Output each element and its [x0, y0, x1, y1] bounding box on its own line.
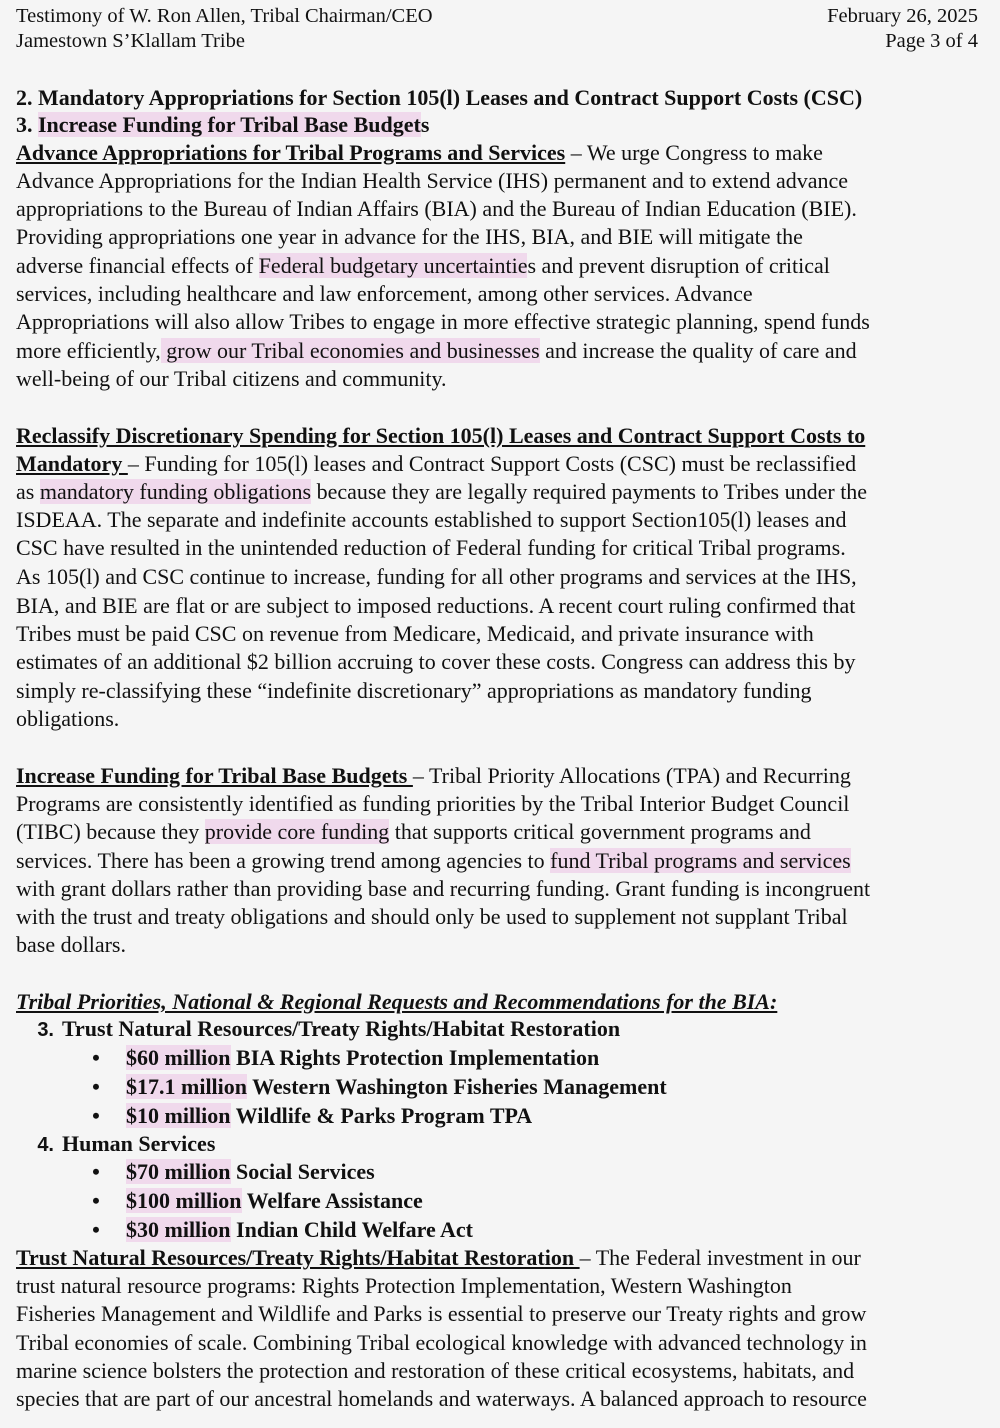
reclassify-line — [16, 450, 980, 478]
base-heading: Increase Funding for Tribal Base Budgets — [16, 763, 413, 788]
base-line: with the trust and treaty obligations and should only be used to supplement not supplant Tribal — [16, 904, 848, 929]
list-number: 3. — [37, 1019, 54, 1041]
bullet-icon: • — [92, 1074, 100, 1099]
reclassify-heading-cont: Mandatory — [16, 451, 128, 476]
trust-line: species that are part of our ancestral homelands and waterways. A balanced approach to resource — [16, 1386, 867, 1411]
header-right — [827, 4, 978, 54]
advance-heading: Advance Appropriations for Tribal Programs and Services — [16, 140, 566, 165]
highlight: mandatory funding obligations — [39, 479, 312, 504]
text: as — [16, 479, 40, 504]
list-item — [16, 1187, 980, 1215]
advance-line: well-being of our Tribal citizens and community. — [16, 366, 447, 391]
item-label: BIA Rights Protection Implementation — [230, 1045, 600, 1070]
advance-line: appropriations to the Bureau of Indian Affairs (BIA) and the Bureau of Indian Education (BIE). — [16, 196, 857, 221]
advance-line: Appropriations will also allow Tribes to engage in more effective strategic planning, spend funds — [16, 309, 870, 334]
trust-line: marine science bolsters the protection and restoration of these critical ecosystems, habitats, and — [16, 1358, 855, 1383]
trust-line — [16, 1244, 980, 1272]
highlight: grow our Tribal economies and businesses — [160, 338, 540, 363]
priority-group-4 — [16, 1130, 980, 1159]
text: and increase the quality of care and — [539, 338, 857, 363]
bullet-icon: • — [92, 1045, 100, 1070]
item-label: Indian Child Welfare Act — [230, 1217, 473, 1242]
reclassify-line: Tribes must be paid CSC on revenue from Medicare, Medicaid, and private insurance with — [16, 621, 814, 646]
header-tribe: Jamestown S’Klallam Tribe — [16, 30, 245, 52]
highlight: Federal budgetary uncertaintie — [258, 253, 528, 278]
advance-line: Providing appropriations one year in advance for the IHS, BIA, and BIE will mitigate the — [16, 224, 803, 249]
amount-highlight: $60 million — [126, 1045, 231, 1070]
bullet-icon: • — [92, 1103, 100, 1128]
item-label: Wildlife & Parks Program TPA — [230, 1103, 533, 1128]
trust-heading: Trust Natural Resources/Treaty Rights/Habitat Restoration — [16, 1245, 580, 1270]
base-line — [16, 762, 980, 790]
trust-line: Fisheries Management and Wildlife and Parks is essential to preserve our Treaty rights and grow — [16, 1301, 867, 1326]
priority-group-3 — [16, 1015, 980, 1044]
highlight: fund Tribal programs and services — [550, 848, 851, 873]
advance-line — [16, 337, 980, 365]
text: services. There has been a growing trend among agencies to — [16, 848, 551, 873]
base-line: with grant dollars rather than providing base and recurring funding. Grant funding is incongruent — [16, 876, 871, 901]
intro-item-2: 2. Mandatory Appropriations for Section 105(l) Leases and Contract Support Costs (CSC) — [16, 85, 863, 110]
priority-group-title: Trust Natural Resources/Treaty Rights/Habitat Restoration — [62, 1016, 621, 1041]
base-line — [16, 818, 980, 846]
text: – The Federal investment in our — [579, 1245, 861, 1270]
trust-line: trust natural resource programs: Rights Protection Implementation, Western Washington — [16, 1273, 792, 1298]
highlight: Increase Funding for Tribal Base Budget — [38, 112, 421, 137]
list-item — [16, 1158, 980, 1186]
trust-line: Tribal economies of scale. Combining Tribal ecological knowledge with advanced technology in — [16, 1330, 867, 1355]
header-date: February 26, 2025 — [827, 5, 978, 27]
amount-highlight: $17.1 million — [126, 1074, 248, 1099]
text: that supports critical government programs and — [389, 819, 811, 844]
amount-highlight: $30 million — [126, 1217, 231, 1242]
item-label: Welfare Assistance — [241, 1188, 423, 1213]
intro-item-3-number: 3. — [16, 112, 38, 137]
text: – Funding for 105(l) leases and Contract Support Costs (CSC) must be reclassified — [127, 451, 857, 476]
priorities-heading: Tribal Priorities, National & Regional Requests and Recommendations for the BIA: — [16, 989, 778, 1014]
advance-line: Advance Appropriations for the Indian Health Service (IHS) permanent and to extend advance — [16, 168, 849, 193]
base-line — [16, 847, 980, 875]
base-line: base dollars. — [16, 932, 126, 957]
bullet-icon: • — [92, 1217, 100, 1242]
amount-highlight: $70 million — [126, 1159, 231, 1184]
header-page-number: Page 3 of 4 — [885, 30, 978, 52]
text: adverse financial effects of — [16, 253, 259, 278]
text: because they are legally required payments to Tribes under the — [311, 479, 868, 504]
reclassify-line: estimates of an additional $2 billion accruing to cover these costs. Congress can address this by — [16, 649, 856, 674]
text: – We urge Congress to make — [565, 140, 823, 165]
reclassify-line: As 105(l) and CSC continue to increase, funding for all other programs and services at the IHS, — [16, 564, 857, 589]
priority-group-title: Human Services — [62, 1131, 216, 1156]
reclassify-line: ISDEAA. The separate and indefinite accounts established to support Section105(l) leases and — [16, 507, 847, 532]
reclassify-line — [16, 478, 980, 506]
text: more efficiently, — [16, 338, 161, 363]
bullet-icon: • — [92, 1159, 100, 1184]
reclassify-line: obligations. — [16, 706, 120, 731]
item-label: Social Services — [230, 1159, 375, 1184]
list-number: 4. — [37, 1134, 54, 1156]
list-item — [16, 1044, 980, 1072]
advance-line: services, including healthcare and law enforcement, among other services. Advance — [16, 281, 753, 306]
text: s and prevent disruption of critical — [527, 253, 830, 278]
bullet-icon: • — [92, 1188, 100, 1213]
advance-line — [16, 252, 980, 280]
header-left — [16, 4, 433, 54]
reclassify-line: simply re-classifying these “indefinite discretionary” appropriations as mandatory funding — [16, 678, 812, 703]
list-item — [16, 1073, 980, 1101]
base-line: Programs are consistently identified as funding priorities by the Tribal Interior Budget Council — [16, 791, 850, 816]
advance-line — [16, 139, 980, 167]
reclassify-line: BIA, and BIE are flat or are subject to imposed reductions. A recent court ruling confirmed that — [16, 593, 856, 618]
reclassify-line: CSC have resulted in the unintended reduction of Federal funding for critical Tribal programs. — [16, 535, 846, 560]
list-item — [16, 1216, 980, 1244]
text: (TIBC) because they — [16, 819, 205, 844]
intro-item-3-tail: s — [420, 112, 430, 137]
item-label: Western Washington Fisheries Management — [247, 1074, 667, 1099]
amount-highlight: $10 million — [126, 1103, 231, 1128]
intro-item-3 — [16, 111, 980, 139]
amount-highlight: $100 million — [126, 1188, 242, 1213]
text: – Tribal Priority Allocations (TPA) and Recurring — [412, 763, 851, 788]
list-item — [16, 1102, 980, 1130]
reclassify-heading: Reclassify Discretionary Spending for Section 105(l) Leases and Contract Support Costs to — [16, 423, 866, 448]
highlight: provide core funding — [204, 819, 390, 844]
header-testimony: Testimony of W. Ron Allen, Tribal Chairman/CEO — [16, 5, 433, 27]
